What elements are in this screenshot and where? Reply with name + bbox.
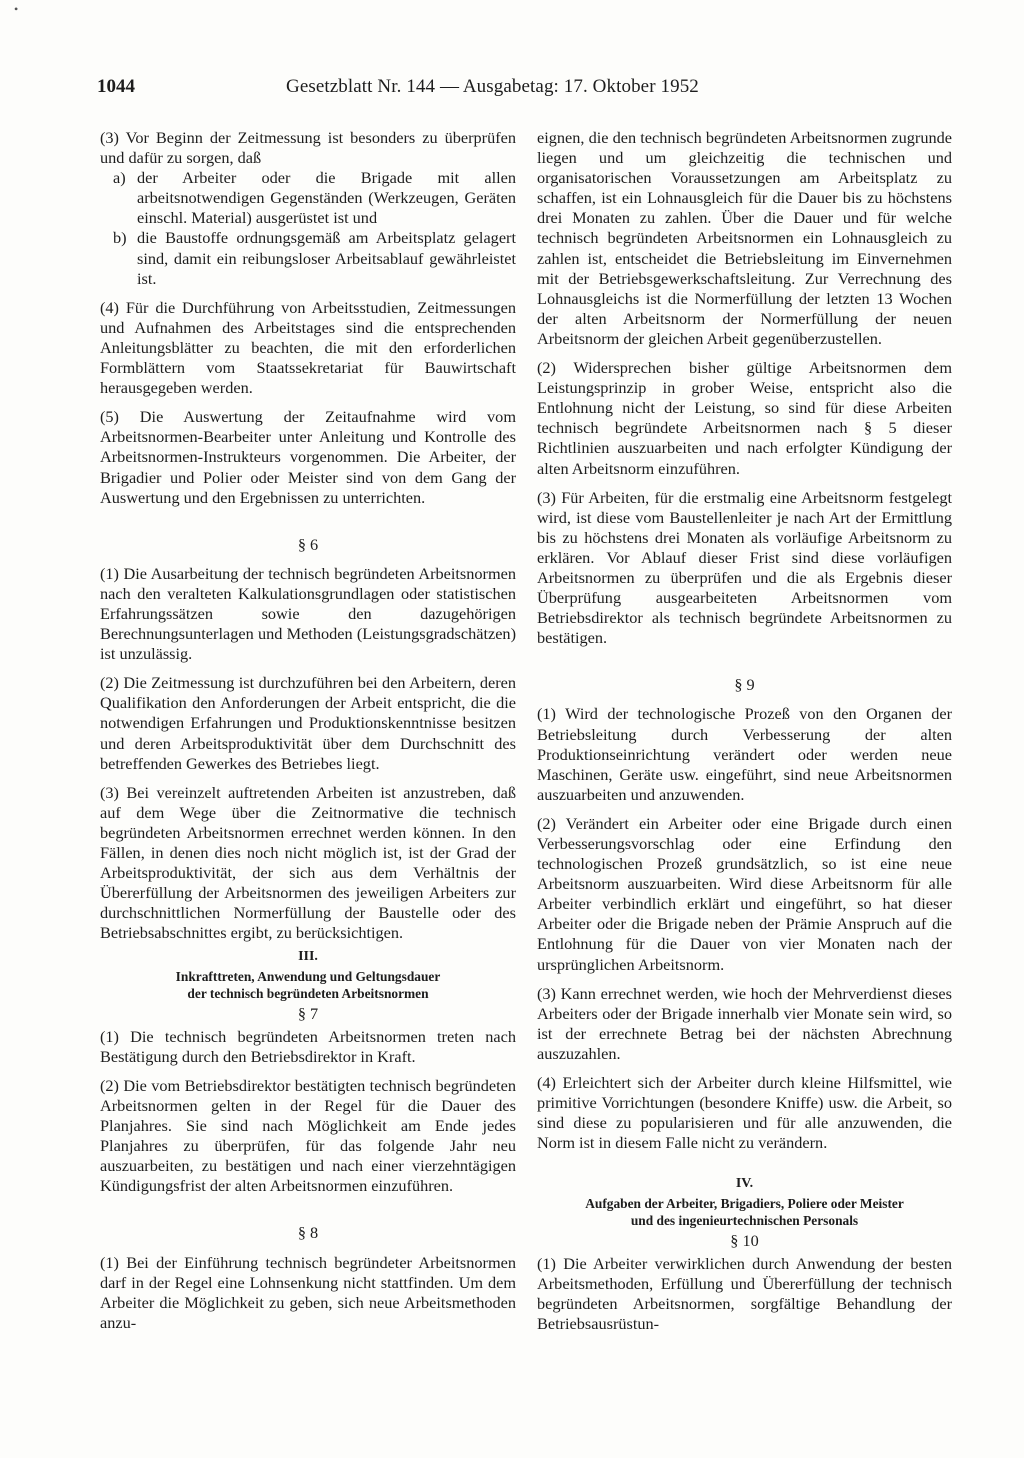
s5-p3-intro: (3) Vor Beginn der Zeitmessung ist besonders zu überprüfen und dafür zu sorgen, daß	[100, 128, 516, 168]
page-number: 1044	[97, 76, 135, 97]
s8-p3: (3) Für Arbeiten, für die erstmalig eine Arbeitsnorm festgelegt wird, ist diese vom Baustellenleiter je nach Art der Ermittlung bis zu höchstens drei Monaten als vorläufige Arbeitsnorm zu erklären. Vor Ablauf dieser Frist sind diese vorläufigen Arbeitsnormen zu überprüfen und die als Ergebnis dieser Überprüfung ausgearbeiteten Arbeitsnormen vom Betriebsdirektor als technisch begründete Arbeitsnormen zu bestätigen.	[537, 487, 952, 648]
section-3-title-line1: Inkrafttreten, Anwendung und Geltungsdauer	[175, 968, 441, 984]
s9-p3: (3) Kann errechnet werden, wie hoch der Mehrverdienst dieses Arbeiters oder der Brigade innerhalb vier Monate sein wird, so ist der errechnete Betrag bei der nächsten Abrechnung auszuzahlen.	[537, 983, 952, 1063]
s7-heading: § 7	[297, 1003, 319, 1023]
s6-heading: § 6	[297, 534, 319, 554]
s6-p1: (1) Die Ausarbeitung der technisch begründeten Arbeitsnormen nach den veralteten Kalkulationsgrundlagen oder statistischen Erfahrungssätzen sowie den dazugehörigen Berechnungsunterlagen und Methoden (Leistungsgradschätzen) ist unzulässig.	[100, 563, 516, 664]
margin-mark: •	[14, 2, 19, 16]
s10-p1: (1) Die Arbeiter verwirklichen durch Anwendung der besten Arbeitsmethoden, Erfüllung und Übererfüllung der technisch begründeten Arbeitsnormen, sorgfältige Behandlung der Betriebsausrüstun-	[537, 1253, 952, 1333]
s9-p1: (1) Wird der technologische Prozeß von den Organen der Betriebsleitung durch Verbesserung der alten Produktionseinrichtung verändert oder werden neue Maschinen, Geräte usw. eingeführt, sind neue Arbeitsnormen auszuarbeiten und anzuwenden.	[537, 704, 952, 804]
s9-p4: (4) Erleichtert sich der Arbeiter durch kleine Hilfsmittel, wie primitive Vorrichtungen (besondere Kniffe) usw. die Arbeit, so sind diese zu popularisieren und für alle anzuwenden, die Norm ist in diesem Falle nicht zu verändern.	[537, 1073, 952, 1153]
header-title: Gesetzblatt Nr. 144 — Ausgabetag: 17. Oktober 1952	[286, 76, 699, 97]
s5-p5: (5) Die Auswertung der Zeitaufnahme wird vom Arbeitsnormen-Bearbeiter unter Anleitung und Kontrolle des Arbeitsnormen-Instrukteurs vorgenommen. Die Arbeiter, der Brigadier und Polier oder Meister sind von dem Gang der Auswertung und den Ergebnissen zu unterrichten.	[100, 407, 516, 507]
s8-p1: (1) Bei der Einführung technisch begründeter Arbeitsnormen darf in der Regel eine Lohnsenkung nicht stattfinden. Um dem Arbeiter die Möglichkeit zu geben, sich neue Arbeitsmethoden anzu-	[100, 1252, 516, 1332]
s7-p1: (1) Die technisch begründeten Arbeitsnormen treten nach Bestätigung durch den Betriebsdirektor in Kraft.	[100, 1026, 516, 1066]
s7-p2: (2) Die vom Betriebsdirektor bestätigten technisch begründeten Arbeitsnormen gelten in der Regel für die Dauer des Planjahres. Sie sind nach Möglichkeit am Ende jedes Planjahres zu überprüfen, für das folgende Jahr neu auszuarbeiten, zu bestätigen und nach einer vierzehntägigen Kündigungsfrist der alten Arbeitsnormen einzuführen.	[100, 1075, 516, 1196]
right-column	[537, 128, 952, 1343]
list-label-b: b)	[113, 228, 127, 248]
s9-p2: (2) Verändert ein Arbeiter oder eine Brigade durch einen Verbesserungsvorschlag oder eine Erfindung den technologischen Prozeß grundsätzlich, so ist eine neue Arbeitsnorm auszuarbeiten. Wird diese Arbeitsnorm für alle Arbeiter verbindlich erklärt und eingeführt, so hat dieser Arbeiter oder die Brigade neben der Prämie Anspruch auf die Entlohnung für die Dauer von vier Monaten nach der ursprünglichen Arbeitsnorm.	[537, 813, 952, 974]
s8-heading: § 8	[297, 1223, 319, 1243]
list-text-b: die Baustoffe ordnungsgemäß am Arbeitsplatz gelagert sind, damit ein reibungsloser Arbeitsablauf gewährleistet ist.	[137, 228, 516, 288]
section-3-number: III.	[298, 949, 318, 965]
s10-heading: § 10	[730, 1230, 759, 1250]
left-column	[100, 128, 516, 1342]
section-4-number: IV.	[735, 1176, 754, 1192]
s6-p3: (3) Bei vereinzelt auftretenden Arbeiten ist anzustreben, daß auf dem Wege über die Zeitnormative die technisch begründeten Arbeitsnormen errechnet werden können. In den Fällen, in denen dies noch nicht möglich ist, ist der Grad der Arbeitsproduktivität, der sich aus dem Verhältnis der Übererfüllung der Arbeitsnormen des jeweiligen Arbeiters zur durchschnittlichen Normerfüllung der Baustelle oder des Betriebsabschnittes ergibt, zu berücksichtigen.	[100, 782, 516, 943]
s5-p4: (4) Für die Durchführung von Arbeitsstudien, Zeitmessungen und Aufnahmen des Arbeitstages sind die entsprechenden Anleitungsblätter zu beachten, die mit den erforderlichen Formblättern vom Staatssekretariat für Bauwirtschaft herausgegeben werden.	[100, 297, 516, 398]
list-item-b	[100, 228, 516, 288]
s8-p2: (2) Widersprechen bisher gültige Arbeitsnormen dem Leistungsprinzip in grober Weise, entspricht also die Entlohnung nicht der Leistung, so sind für diese Arbeiten technisch begründete Arbeitsnormen nach § 5 dieser Richtlinien auszuarbeiten und nach erfolgter Kündigung der alten Arbeitsnorm einzuführen.	[537, 358, 952, 478]
list-item-a	[100, 168, 516, 228]
s9-heading: § 9	[734, 675, 755, 695]
section-4-title-line1: Aufgaben der Arbeiter, Brigadiers, Poliere oder Meister	[585, 1195, 904, 1211]
section-4-title	[537, 1195, 952, 1229]
section-3-title-line2: der technisch begründeten Arbeitsnormen	[187, 985, 429, 1001]
section-4-title-line2: und des ingenieurtechnischen Personals	[630, 1212, 859, 1228]
s8-p1-cont: eignen, die den technisch begründeten Arbeitsnormen zugrunde liegen und um gleichzeitig die technischen und organisatorischen Voraussetzungen am Arbeitsplatz zu schaffen, ist ein Lohnausgleich für die Dauer bis zu höchstens drei Monaten zu zahlen. Über die Dauer und für welche technisch begründeten Arbeitsnormen ein Lohnausgleich zu zahlen ist, entscheidet die Betriebsleitung im Einvernehmen mit der Betriebsgewerkschaftsleitung. Zur Verrechnung des Lohnausgleichs ist die Normerfüllung der letzten 13 Wochen der alten Arbeitsnorm der Normerfüllung der neuen Arbeitsnorm der gleichen Arbeit gegenüberzustellen.	[537, 128, 952, 348]
list-text-a: der Arbeiter oder die Brigade mit allen arbeitsnotwendigen Gegenständen (Werkzeugen, Geräten einschl. Material) ausgerüstet ist und	[137, 168, 516, 228]
list-label-a: a)	[113, 168, 126, 188]
page-header	[97, 76, 952, 102]
section-3-title	[100, 968, 516, 1002]
s6-p2: (2) Die Zeitmessung ist durchzuführen bei den Arbeitern, deren Qualifikation den Anforderungen der Arbeit entspricht, die die notwendigen Erfahrungen und Produktionskenntnisse besitzen und deren Arbeitsproduktivität über dem Durchschnitt des betreffenden Gewerkes des Betriebes liegt.	[100, 673, 516, 773]
